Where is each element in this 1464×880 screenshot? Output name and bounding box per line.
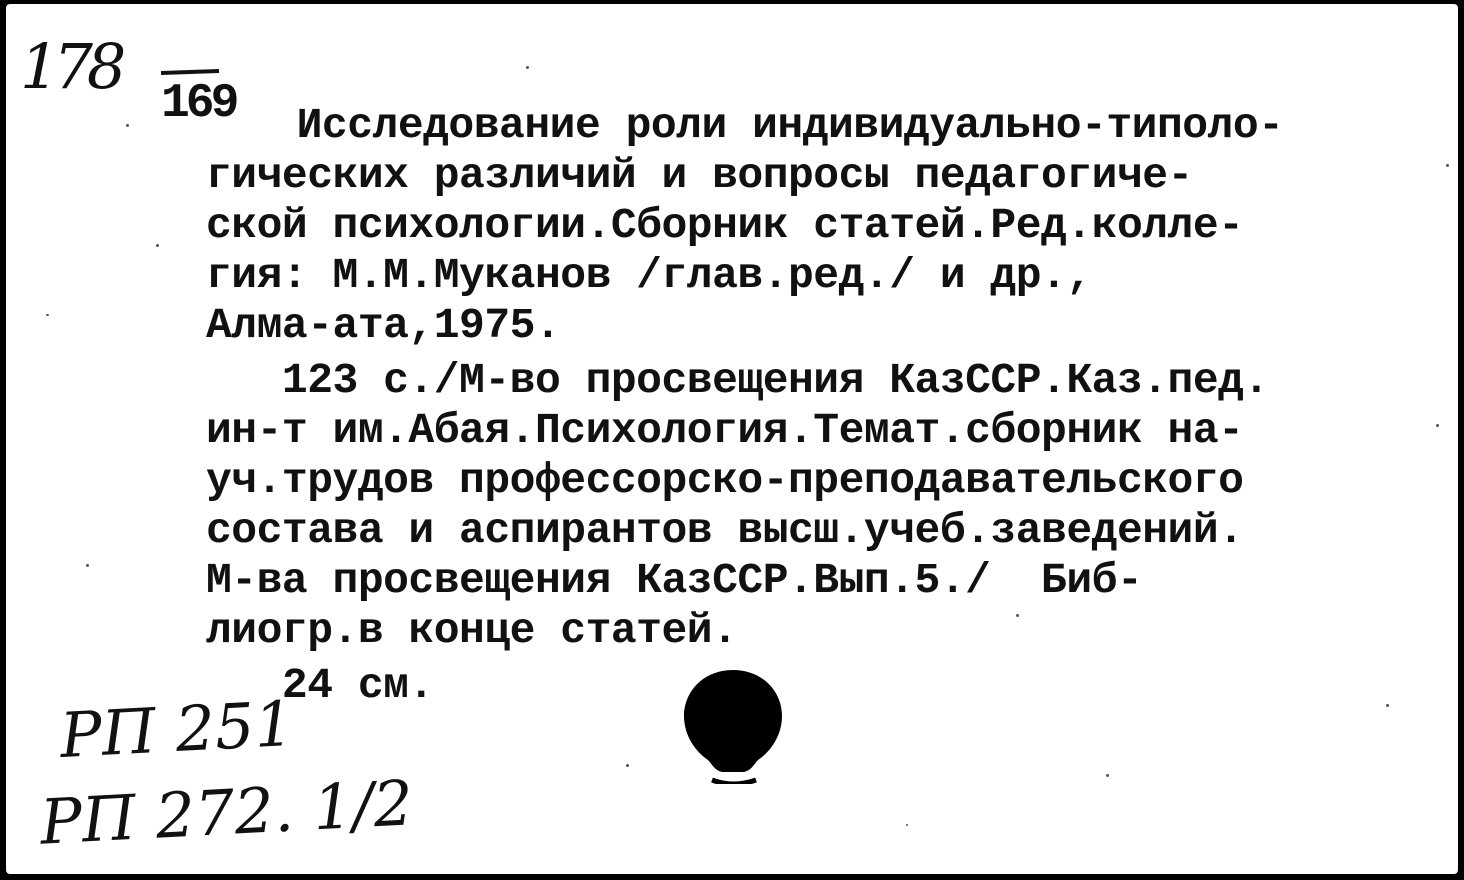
handwritten-note-1: РП 251 — [58, 686, 296, 773]
speckle — [526, 66, 529, 69]
card-line-4: гия: М.М.Муканов /глав.ред./ и др., — [206, 251, 1092, 300]
speckle — [126, 124, 129, 127]
card-line-8: уч.трудов профессорско-преподавательского — [206, 456, 1244, 505]
card-line-10: М-ва просвещения КазССР.Вып.5./ Биб- — [206, 556, 1143, 605]
speckle — [1016, 614, 1019, 617]
card-line-7: ин-т им.Абая.Психология.Темат.сборник на- — [206, 406, 1244, 455]
card-line-11: лиогр.в конце статей. — [206, 606, 738, 655]
card-line-5: Алма-ата,1975. — [206, 301, 561, 350]
speckle — [626, 764, 629, 767]
typed-shelfmark-number: 169 — [161, 77, 236, 131]
speckle — [1436, 424, 1439, 427]
speckle — [156, 244, 159, 247]
handwritten-note-2: РП 272. 1/2 — [38, 766, 415, 859]
handwritten-shelfmark: 178 — [20, 30, 121, 103]
card-line-2: гических различий и вопросы педагогиче- — [206, 151, 1193, 200]
card-line-6: 123 с./М-во просвещения КазССР.Каз.пед. — [206, 356, 1269, 405]
speckle — [46, 314, 49, 316]
shelfmark-overline — [161, 69, 219, 75]
card-line-12: 24 см. — [206, 661, 434, 710]
speckle — [86, 564, 89, 567]
speckle — [1106, 774, 1109, 777]
card-line-3: ской психологии.Сборник статей.Ред.колле- — [206, 201, 1244, 250]
card-line-1: Исследование роли индивидуально-типоло- — [246, 101, 1284, 150]
card-line-9: состава и аспирантов высш.учеб.заведений. — [206, 506, 1244, 555]
speckle — [906, 824, 908, 826]
punch-hole-icon — [678, 664, 788, 784]
speckle — [1386, 704, 1389, 707]
catalog-card — [6, 4, 1458, 874]
speckle — [1446, 164, 1449, 167]
